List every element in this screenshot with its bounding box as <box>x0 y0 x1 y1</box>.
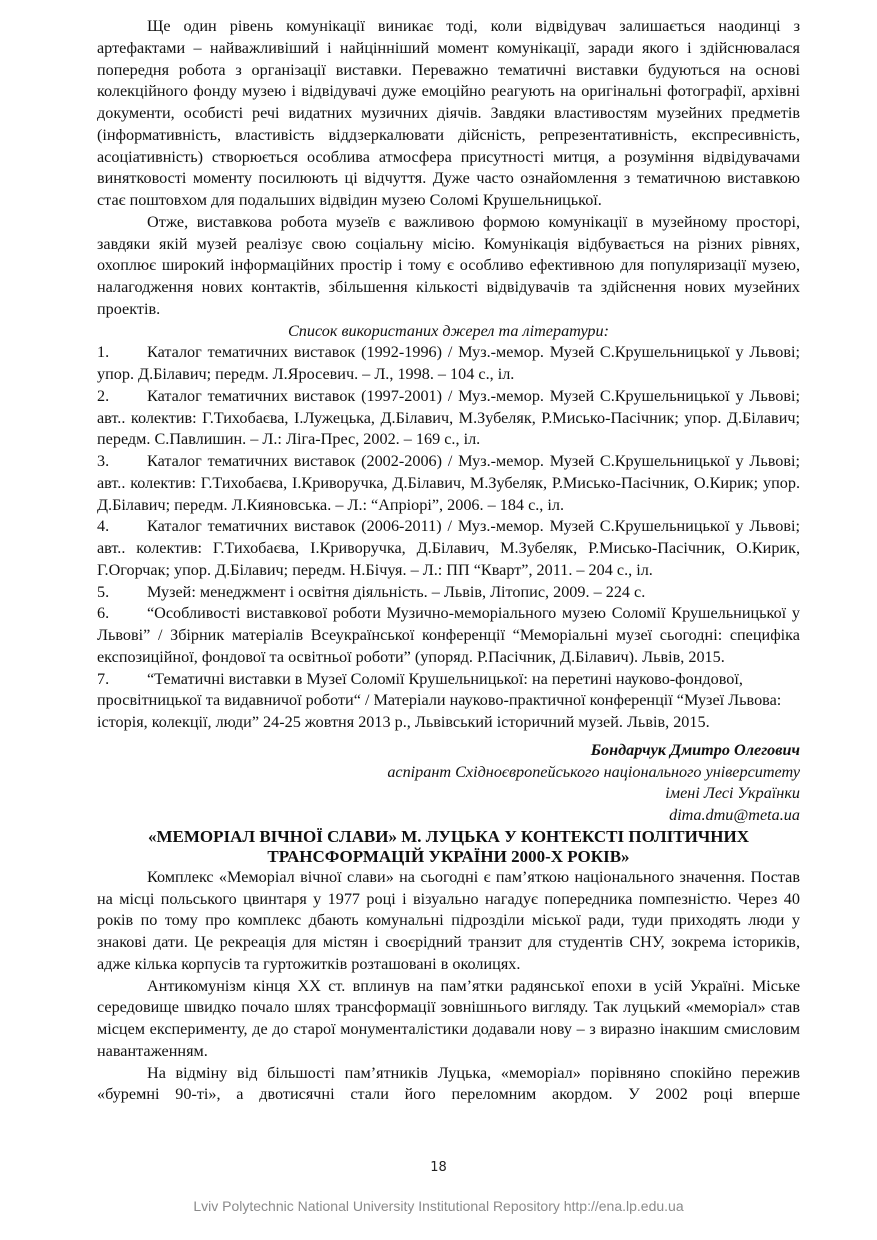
author-affiliation-2: імені Лесі Українки <box>665 784 800 803</box>
reference-number: 2. <box>97 386 110 405</box>
author-block <box>97 740 800 827</box>
repository-footer: Lviv Polytechnic National University Institutional Repository http://ena.lp.edu.ua <box>193 1198 684 1214</box>
references-heading: Список використаних джерел та літератури: <box>287 321 610 340</box>
reference-number: 6. <box>97 604 110 623</box>
reference-item <box>97 669 800 734</box>
page-content <box>97 16 800 1106</box>
page-number: 18 <box>430 1160 447 1175</box>
article-paragraph: На відміну від більшості пам’ятників Луцька, «меморіал» порівняно спокійно пережив «буремні 90-ті», а двотисячні стали його переломним акордом. У 2002 році вперше <box>97 1063 800 1104</box>
reference-text: “Особливості виставкової роботи Музично-меморіального музею Соломії Крушельницької у Львові” / Збірник матеріалів Всеукраїнської конференції “Меморіальні музеї сьогодні: специфіка експозиційної, фондової та освітньої роботи” (упоряд. Р.Пасічник, Д.Білавич). Львів, 2015. <box>97 604 800 666</box>
reference-number: 4. <box>97 517 110 536</box>
reference-number: 7. <box>97 669 110 688</box>
reference-number: 1. <box>97 343 110 362</box>
body-paragraph: Ще один рівень комунікації виникає тоді, коли відвідувач залишається наодинці з артефактами – найважливіший і найцінніший момент комунікації, заради якого і здійснювалася попередня робота з організації виставки. Переважно тематичні виставки будуються на основі колекційного фонду музею і відвідувачі дуже емоційно реагують на оригінальні фотографії, архівні документи, особисті речі видатних музичних діячів. Завдяки властивостям музейних предметів (інформативність, властивість віддзеркалювати дійсність, репрезентативність, експресивність, асоціативність) створюється особлива атмосфера присутності митця, а розуміння відвідувачами винятковості моменту посилюють ці відчуття. Дуже часто ознайомлення з тематичною виставкою стає поштовхом для подальших відвідин музею Соломі Крушельницької. <box>97 17 800 209</box>
author-name: Бондарчук Дмитро Олегович <box>590 740 800 759</box>
reference-text: Каталог тематичних виставок (1992-1996) / Муз.-мемор. Музей С.Крушельницької у Львові; упор. Д.Білавич; передм. Л.Яросевич. – Л., 1998. – 104 с., іл. <box>97 343 800 383</box>
reference-text: Каталог тематичних виставок (1997-2001) / Муз.-мемор. Музей С.Крушельницької у Львові; авт.. колектив: Г.Тихобаєва, І.Лужецька, Д.Білавич, М.Зубеляк, Р.Мисько-Пасічник; упор. Д.Білавич; передм. С.Павлишин. – Л.: Ліга-Прес, 2002. – 169 с., іл. <box>97 386 800 449</box>
article-paragraph: Комплекс «Меморіал вічної слави» на сьогодні є пам’яткою національного значення. Постав на місці польського цвинтаря у 1977 році і візуально нагадує попередника помпезністю. Через 40 років по тому про комплекс дбають комунальні підрозділи міської ради, туди приходять люди у знакові дати. Це рекреація для містян і своєрідний транзит для студентів СНУ, зокрема істориків, адже кілька корпусів та гуртожитків розташовані в околицях. <box>97 867 800 973</box>
reference-number: 3. <box>97 452 110 470</box>
references-list <box>97 342 800 734</box>
article-title-line-2: ТРАНСФОРМАЦІЙ УКРАЇНИ 2000-Х РОКІВ» <box>267 846 630 866</box>
article-title <box>97 827 800 867</box>
reference-text: “Тематичні виставки в Музеї Соломії Крушельницької: на перетині науково-фондової, просвітницької та видавничої роботи“ / Матеріали науково-практичної конференції “Музеї Львова: історія, колекції, люди” 24-25 жовтня 2013 р., Львівський історичний музей. Львів, 2015. <box>97 669 782 731</box>
reference-text: Каталог тематичних виставок (2002-2006) / Муз.-мемор. Музей С.Крушельницької у Львові; авт.. колектив: Г.Тихобаєва, І.Криворучка, Д.Білавич, М.Зубеляк, Р.Мисько-Пасічник, О.Кирик; упор. Д.Білавич; передм. Л.Кияновська. – Л.: “Апріорі”, 2006. – 184 с., іл. <box>97 452 800 514</box>
reference-item <box>97 603 800 668</box>
reference-item <box>97 451 800 516</box>
reference-number: 5. <box>97 582 110 601</box>
reference-text: Каталог тематичних виставок (2006-2011) / Муз.-мемор. Музей С.Крушельницької у Львові; авт.. колектив: Г.Тихобаєва, І.Криворучка, Д.Білавич, М.Зубеляк, Р.Мисько-Пасічник, О.Кирик, Г.Огорчак; упор. Д.Білавич; передм. Н.Бічуя. – Л.: ПП “Кварт”, 2011. – 204 с., іл. <box>97 517 800 579</box>
author-email: dima.dmu@meta.ua <box>669 806 800 824</box>
reference-item <box>97 516 800 581</box>
article-paragraph: Антикомунізм кінця XX ст. вплинув на пам’ятки радянської епохи в усій Україні. Міське середовище швидко почало шлях трансформації зовнішнього вигляду. Так луцький «меморіал» став місцем експерименту, де до старої монументалістики додавали нову – з виразно інакшим смисловим навантаженням. <box>97 976 800 1060</box>
reference-item <box>97 342 800 386</box>
reference-item <box>97 582 800 604</box>
author-affiliation: аспірант Східноєвропейського національного університету <box>387 762 800 781</box>
article-title-line-1: «МЕМОРІАЛ ВІЧНОЇ СЛАВИ» М. ЛУЦЬКА У КОНТЕКСТІ ПОЛІТИЧНИХ <box>148 826 749 846</box>
body-paragraph: Отже, виставкова робота музеїв є важливою формою комунікації в музейному просторі, завдяки якій музей реалізує свою соціальну місію. Комунікація відбувається на різних рівнях, охоплює широкий інформаційних простір і тому є особливо ефективною для популяризації музею, налагодження нових контактів, збільшення кількості відвідувачів та здійснення нових музейних проектів. <box>97 212 800 318</box>
reference-item <box>97 386 800 451</box>
reference-text: Музей: менеджмент і освітня діяльність. – Львів, Літопис, 2009. – 224 с. <box>147 582 646 601</box>
